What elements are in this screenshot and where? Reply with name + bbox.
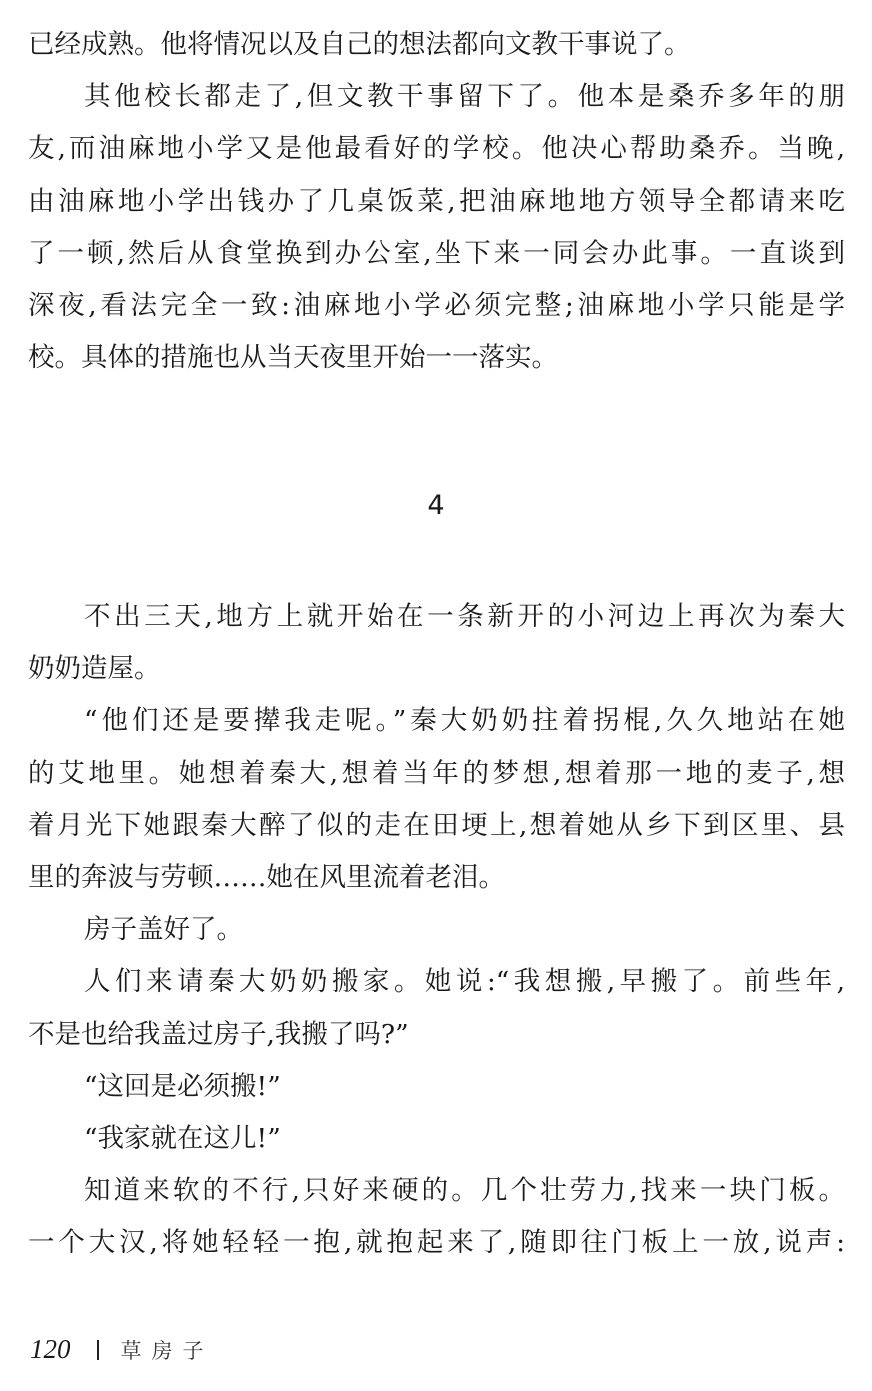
text-line: 不出三天,地方上就开始在一条新开的小河边上再次为秦大 [84,601,845,632]
footer-divider [97,1340,99,1360]
text-block-2 [28,591,845,1269]
text-line: 深夜,看法完全一致:油麻地小学必须完整;油麻地小学只能是学 [28,289,845,321]
text-line: 由油麻地小学出钱办了几桌饭菜,把油麻地地方领导全都请来吃 [28,185,845,217]
text-line: 已经成熟。他将情况以及自己的想法都向文教干事说了。 [28,29,691,60]
chapter-heading: 4 [427,490,445,521]
text-line: “他们还是要撵我走呢。”秦大奶奶拄着拐棍,久久地站在她 [84,705,845,737]
text-block-1 [28,19,845,384]
text-line: 友,而油麻地小学又是他最看好的学校。他决心帮助桑乔。当晚, [28,133,845,165]
text-line: 知道来软的不行,只好来硬的。几个壮劳力,找来一块门板。 [84,1175,845,1207]
book-title: 草房子 [120,1338,214,1363]
text-line: 人们来请秦大奶奶搬家。她说:“我想搬,早搬了。前些年, [84,966,845,998]
page-footer [30,1334,214,1365]
text-line: 其他校长都走了,但文教干事留下了。他本是桑乔多年的朋 [84,81,845,113]
text-line: 的艾地里。她想着秦大,想着当年的梦想,想着那一地的麦子,想 [28,757,845,789]
text-line: 校。具体的措施也从当天夜里开始一一落实。 [28,342,558,374]
text-line: 着月光下她跟秦大醉了似的走在田埂上,想着她从乡下到区里、县 [28,809,845,841]
text-line: 里的奔波与劳顿……她在风里流着老泪。 [28,861,505,893]
page-number: 120 [30,1334,71,1364]
text-line: 了一顿,然后从食堂换到办公室,坐下来一同会办此事。一直谈到 [28,237,845,269]
text-line: 一个大汉,将她轻轻一抱,就抱起来了,随即往门板上一放,说声: [28,1227,845,1259]
text-line: “我家就在这儿!” [84,1122,281,1154]
text-line: 不是也给我盖过房子,我搬了吗?” [28,1018,409,1050]
text-line: 房子盖好了。 [84,914,243,946]
text-line: “这回是必须搬!” [84,1070,281,1102]
text-line: 奶奶造屋。 [28,653,161,685]
